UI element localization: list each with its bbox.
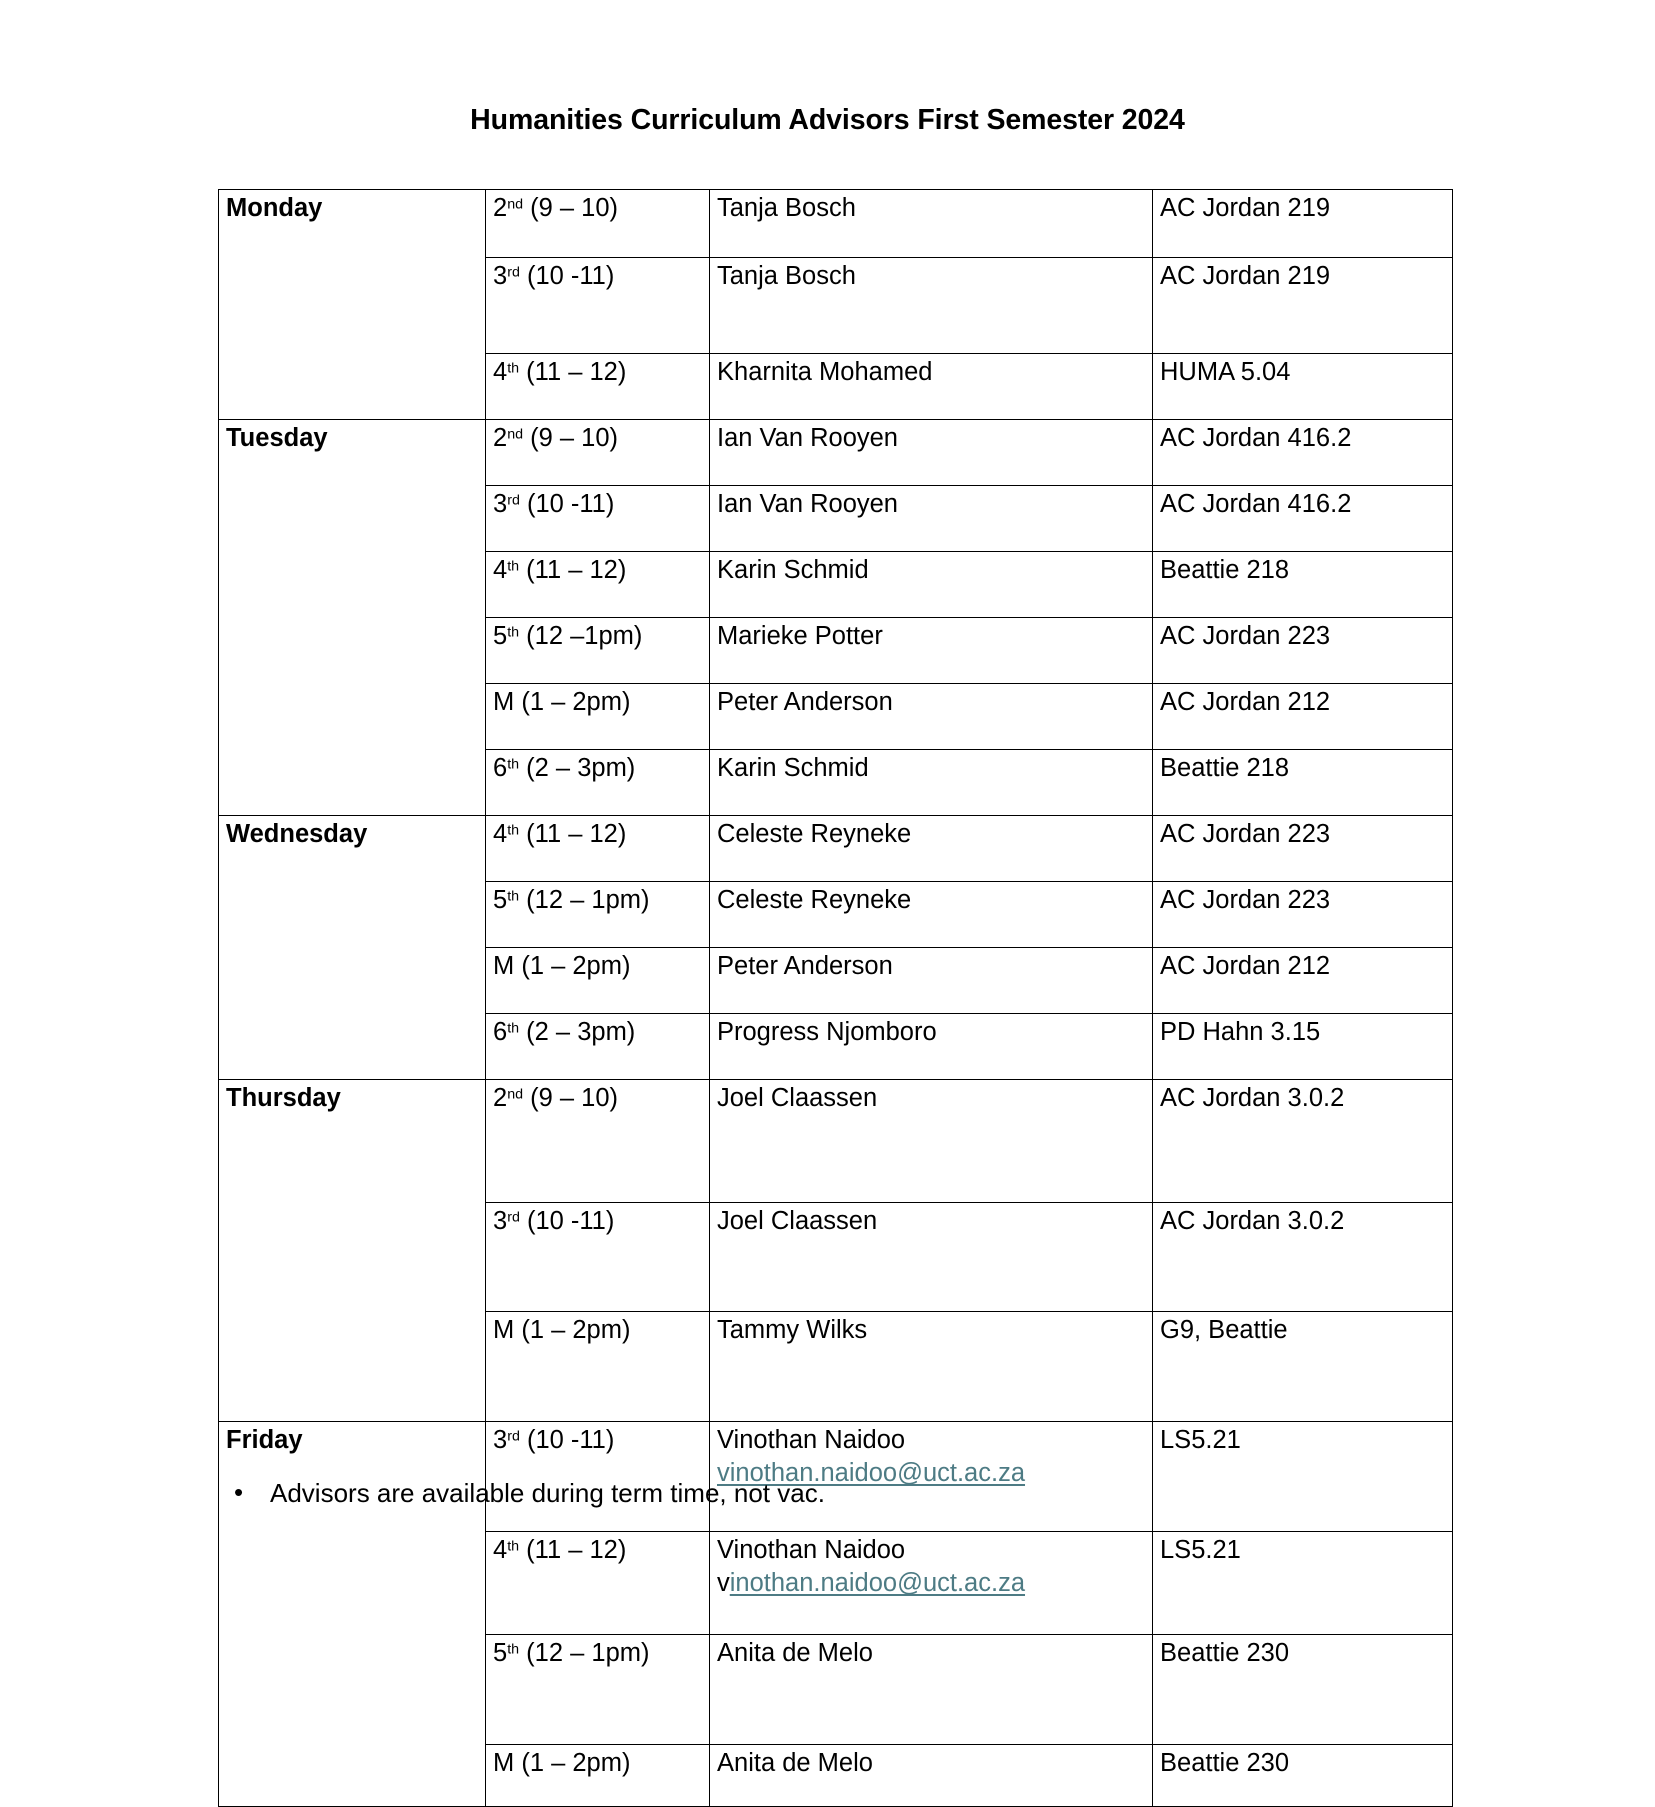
venue-cell: HUMA 5.04 — [1153, 354, 1453, 420]
venue-cell: Beattie 230 — [1153, 1635, 1453, 1745]
advisor-name: Kharnita Mohamed — [717, 358, 933, 386]
period-cell — [486, 190, 710, 258]
period-cell — [486, 618, 710, 684]
advisor-cell — [710, 486, 1153, 552]
period-number: 5 — [493, 886, 508, 914]
period-cell — [486, 1635, 710, 1745]
advisor-email-link[interactable]: inothan.naidoo@uct.ac.za — [729, 1569, 1026, 1598]
venue-cell: LS5.21 — [1153, 1532, 1453, 1635]
period-number: 5 — [493, 1639, 508, 1667]
table-row — [219, 190, 1453, 258]
venue-cell: G9, Beattie — [1153, 1312, 1453, 1422]
day-cell: Thursday — [219, 1080, 486, 1422]
period-time-range: (12 –1pm) — [519, 622, 643, 650]
period-time-range: (12 – 1pm) — [519, 1639, 650, 1667]
period-cell — [486, 1532, 710, 1635]
period-ordinal-suffix: nd — [507, 426, 524, 443]
advisor-name: Tanja Bosch — [717, 194, 856, 222]
period-cell — [486, 948, 710, 1014]
venue-cell: AC Jordan 223 — [1153, 816, 1453, 882]
period-ordinal-suffix: th — [507, 558, 520, 575]
advisor-name: Anita de Melo — [717, 1639, 873, 1667]
period-time-range: (2 – 3pm) — [519, 754, 636, 782]
email-lead-character: v — [717, 1569, 730, 1598]
period-time-range: (10 -11) — [519, 1426, 615, 1454]
venue-cell: AC Jordan 223 — [1153, 882, 1453, 948]
day-cell: Wednesday — [219, 816, 486, 1080]
venue-cell: AC Jordan 212 — [1153, 684, 1453, 750]
venue-cell: LS5.21 — [1153, 1422, 1453, 1532]
advisor-cell — [710, 1635, 1153, 1745]
advisor-name: Ian Van Rooyen — [717, 490, 898, 518]
period-number: M — [493, 1316, 515, 1344]
period-ordinal-suffix: th — [507, 888, 520, 905]
period-cell — [486, 1014, 710, 1080]
period-time-range: (2 – 3pm) — [519, 1018, 636, 1046]
period-ordinal-suffix: th — [507, 1020, 520, 1037]
advisor-cell — [710, 1014, 1153, 1080]
advisor-email-line — [717, 1568, 1147, 1599]
period-number: 2 — [493, 424, 508, 452]
period-time-range: (1 – 2pm) — [514, 1316, 631, 1344]
advisor-cell — [710, 190, 1153, 258]
venue-cell: AC Jordan 219 — [1153, 258, 1453, 354]
period-number: 6 — [493, 754, 508, 782]
period-time-range: (10 -11) — [519, 262, 615, 290]
period-ordinal-suffix: th — [507, 1641, 520, 1658]
period-number: 4 — [493, 556, 508, 584]
table-row — [219, 816, 1453, 882]
period-time-range: (12 – 1pm) — [519, 886, 650, 914]
advisor-email-link[interactable]: vinothan.naidoo@uct.ac.za — [717, 1459, 1026, 1488]
advisor-cell — [710, 618, 1153, 684]
period-ordinal-suffix: rd — [507, 264, 520, 281]
advisor-cell — [710, 948, 1153, 1014]
period-ordinal-suffix: th — [507, 1538, 520, 1555]
period-number: 4 — [493, 1536, 508, 1564]
period-number: 2 — [493, 1084, 508, 1112]
venue-cell: AC Jordan 3.0.2 — [1153, 1203, 1453, 1312]
venue-cell: AC Jordan 3.0.2 — [1153, 1080, 1453, 1203]
note-text: Advisors are available during term time, not vac. — [270, 1478, 825, 1508]
period-cell — [486, 684, 710, 750]
advisor-cell — [710, 552, 1153, 618]
venue-cell: AC Jordan 416.2 — [1153, 486, 1453, 552]
advisor-name: Anita de Melo — [717, 1749, 873, 1777]
table-row — [219, 420, 1453, 486]
venue-cell: Beattie 218 — [1153, 552, 1453, 618]
period-cell — [486, 552, 710, 618]
bullet-icon: • — [234, 1477, 244, 1507]
table-row — [219, 1080, 1453, 1203]
period-cell — [486, 1080, 710, 1203]
period-number: 3 — [493, 1426, 508, 1454]
period-ordinal-suffix: th — [507, 822, 520, 839]
period-ordinal-suffix: th — [507, 624, 520, 641]
venue-cell: AC Jordan 416.2 — [1153, 420, 1453, 486]
period-ordinal-suffix: th — [507, 360, 520, 377]
period-ordinal-suffix: rd — [507, 1428, 520, 1445]
day-cell: Tuesday — [219, 420, 486, 816]
period-ordinal-suffix: rd — [507, 492, 520, 509]
period-ordinal-suffix: th — [507, 756, 520, 773]
venue-cell: Beattie 218 — [1153, 750, 1453, 816]
day-cell: Friday — [219, 1422, 486, 1807]
advisor-cell — [710, 882, 1153, 948]
period-number: 4 — [493, 820, 508, 848]
venue-cell: PD Hahn 3.15 — [1153, 1014, 1453, 1080]
period-ordinal-suffix: nd — [507, 1086, 524, 1103]
period-cell — [486, 258, 710, 354]
advisor-cell — [710, 1745, 1153, 1807]
period-cell — [486, 354, 710, 420]
period-number: 3 — [493, 262, 508, 290]
period-cell — [486, 1745, 710, 1807]
advisor-cell — [710, 750, 1153, 816]
period-time-range: (10 -11) — [519, 490, 615, 518]
period-time-range: (11 – 12) — [519, 556, 627, 584]
note-item — [234, 1477, 825, 1511]
period-cell — [486, 750, 710, 816]
advisor-name: Tammy Wilks — [717, 1316, 868, 1344]
advisor-name: Marieke Potter — [717, 622, 883, 650]
period-time-range: (9 – 10) — [523, 424, 619, 452]
period-time-range: (10 -11) — [519, 1207, 615, 1235]
venue-cell: AC Jordan 223 — [1153, 618, 1453, 684]
advisor-schedule-table — [218, 189, 1453, 1807]
page-title: Humanities Curriculum Advisors First Semester 2024 — [470, 104, 1185, 136]
advisor-cell — [710, 258, 1153, 354]
advisor-cell — [710, 1532, 1153, 1635]
venue-cell: Beattie 230 — [1153, 1745, 1453, 1807]
period-cell — [486, 420, 710, 486]
period-number: 3 — [493, 490, 508, 518]
advisor-name: Karin Schmid — [717, 754, 869, 782]
advisor-name: Vinothan Naidoo — [717, 1426, 906, 1454]
period-number: 6 — [493, 1018, 508, 1046]
advisor-name: Tanja Bosch — [717, 262, 856, 290]
advisor-cell — [710, 684, 1153, 750]
period-number: 2 — [493, 194, 508, 222]
period-time-range: (1 – 2pm) — [514, 688, 631, 716]
venue-cell: AC Jordan 219 — [1153, 190, 1453, 258]
advisor-cell — [710, 354, 1153, 420]
day-cell: Monday — [219, 190, 486, 420]
advisor-name: Ian Van Rooyen — [717, 424, 898, 452]
advisor-cell — [710, 1080, 1153, 1203]
advisor-name: Joel Claassen — [717, 1084, 878, 1112]
period-cell — [486, 1312, 710, 1422]
period-time-range: (11 – 12) — [519, 358, 627, 386]
period-cell — [486, 1203, 710, 1312]
period-ordinal-suffix: rd — [507, 1209, 520, 1226]
period-number: 4 — [493, 358, 508, 386]
advisor-name: Celeste Reyneke — [717, 820, 912, 848]
period-time-range: (1 – 2pm) — [514, 1749, 631, 1777]
advisor-name: Joel Claassen — [717, 1207, 878, 1235]
period-cell — [486, 816, 710, 882]
period-ordinal-suffix: nd — [507, 196, 524, 213]
period-number: 5 — [493, 622, 508, 650]
advisor-name: Peter Anderson — [717, 952, 893, 980]
period-number: M — [493, 952, 515, 980]
period-time-range: (9 – 10) — [523, 194, 619, 222]
advisor-name: Celeste Reyneke — [717, 886, 912, 914]
period-number: M — [493, 688, 515, 716]
advisor-name: Vinothan Naidoo — [717, 1536, 906, 1564]
period-time-range: (9 – 10) — [523, 1084, 619, 1112]
period-time-range: (11 – 12) — [519, 820, 627, 848]
period-number: 3 — [493, 1207, 508, 1235]
period-cell — [486, 882, 710, 948]
venue-cell: AC Jordan 212 — [1153, 948, 1453, 1014]
advisor-cell — [710, 816, 1153, 882]
advisor-cell — [710, 420, 1153, 486]
period-cell — [486, 486, 710, 552]
advisor-name: Progress Njomboro — [717, 1018, 937, 1046]
advisor-cell — [710, 1203, 1153, 1312]
advisor-name: Karin Schmid — [717, 556, 869, 584]
period-time-range: (1 – 2pm) — [514, 952, 631, 980]
advisor-name: Peter Anderson — [717, 688, 893, 716]
advisor-cell — [710, 1312, 1153, 1422]
period-time-range: (11 – 12) — [519, 1536, 627, 1564]
period-number: M — [493, 1749, 515, 1777]
notes-list — [222, 1477, 825, 1511]
